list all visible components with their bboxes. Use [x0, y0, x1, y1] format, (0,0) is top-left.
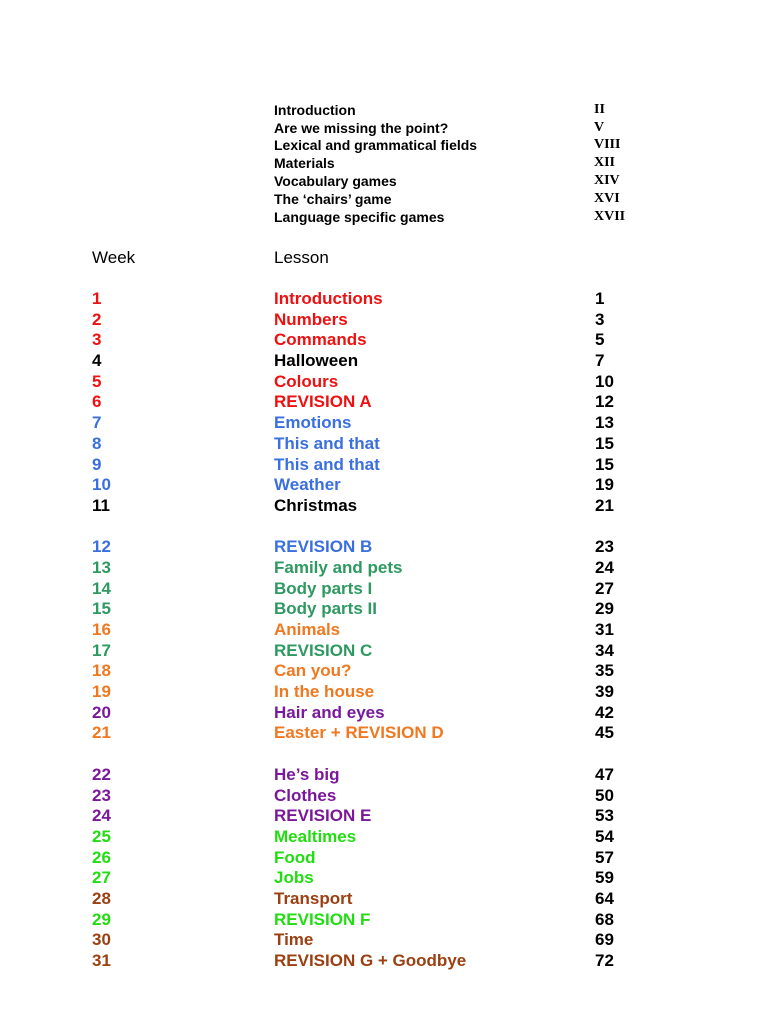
lesson-row — [0, 661, 768, 682]
front-matter-title: Introduction — [274, 101, 356, 118]
lesson-page-number: 5 — [595, 330, 605, 350]
lesson-title: Mealtimes — [274, 826, 357, 846]
front-matter-title: The ‘chairs’ game — [274, 190, 392, 207]
lesson-row — [0, 599, 768, 620]
front-matter-row — [274, 172, 654, 190]
lesson-title: Body parts II — [274, 599, 377, 619]
week-number: 19 — [92, 682, 111, 702]
lesson-row — [0, 579, 768, 600]
lesson-row — [0, 455, 768, 476]
lesson-page-number: 24 — [595, 557, 614, 577]
lesson-title: Family and pets — [274, 557, 403, 577]
front-matter-row — [274, 190, 654, 208]
week-number: 15 — [92, 599, 111, 619]
lesson-row — [0, 682, 768, 703]
week-number: 28 — [92, 888, 111, 908]
front-matter-row — [274, 101, 654, 119]
front-matter-page: V — [594, 119, 605, 135]
lesson-title: Emotions — [274, 413, 352, 433]
front-matter-page: XVII — [594, 208, 626, 224]
term-spacer — [0, 744, 768, 765]
lesson-page-number: 12 — [595, 392, 614, 412]
lesson-row — [0, 558, 768, 579]
lesson-page-number: 3 — [595, 309, 605, 329]
term-spacer — [0, 517, 768, 538]
lesson-title: Numbers — [274, 309, 348, 329]
lesson-page-number: 35 — [595, 661, 614, 681]
lesson-title: Transport — [274, 888, 353, 908]
week-number: 31 — [92, 951, 111, 970]
lesson-title: Commands — [274, 330, 367, 350]
lesson-title: REVISION F — [274, 909, 371, 929]
week-number: 9 — [92, 454, 102, 474]
lesson-title: Time — [274, 930, 314, 950]
lesson-page-number: 39 — [595, 682, 614, 702]
lesson-title: Weather — [274, 475, 341, 495]
lesson-title: Introductions — [274, 289, 383, 308]
lesson-title: Body parts I — [274, 578, 373, 598]
week-number: 21 — [92, 723, 111, 743]
lesson-page-number: 13 — [595, 413, 614, 433]
week-number: 18 — [92, 661, 111, 681]
lesson-row — [0, 786, 768, 807]
lesson-title: In the house — [274, 682, 375, 702]
lesson-row — [0, 434, 768, 455]
column-headers — [0, 248, 768, 270]
lesson-page-number: 7 — [595, 351, 605, 371]
front-matter-page: XII — [594, 155, 616, 171]
lesson-row — [0, 910, 768, 931]
lesson-title: REVISION C — [274, 640, 373, 660]
lesson-page-number: 72 — [595, 951, 614, 970]
lesson-title: Animals — [274, 620, 341, 639]
front-matter-row — [274, 154, 654, 172]
week-number: 10 — [92, 475, 111, 495]
week-number: 3 — [92, 330, 102, 350]
week-number: 22 — [92, 764, 111, 784]
lesson-row — [0, 951, 768, 972]
lesson-row — [0, 475, 768, 496]
lesson-column-header: Lesson — [274, 248, 329, 267]
lesson-row — [0, 930, 768, 951]
lesson-page-number: 1 — [595, 289, 605, 308]
front-matter-title: Are we missing the point? — [274, 119, 449, 136]
week-number: 14 — [92, 578, 111, 598]
front-matter-title: Materials — [274, 155, 335, 172]
lesson-page-number: 15 — [595, 433, 614, 453]
lesson-row — [0, 765, 768, 786]
lesson-row — [0, 496, 768, 517]
lesson-page-number: 57 — [595, 847, 614, 867]
lesson-page-number: 23 — [595, 537, 614, 557]
lesson-page-number: 68 — [595, 909, 614, 929]
lesson-page-number: 47 — [595, 764, 614, 784]
lesson-page-number: 59 — [595, 868, 614, 888]
week-number: 29 — [92, 909, 111, 929]
lesson-title: REVISION B — [274, 537, 373, 557]
lesson-row — [0, 723, 768, 744]
week-number: 24 — [92, 806, 111, 826]
lesson-page-number: 29 — [595, 599, 614, 619]
lesson-page-number: 42 — [595, 702, 614, 722]
lesson-title: Christmas — [274, 495, 358, 515]
front-matter-row — [274, 119, 654, 137]
lesson-row — [0, 848, 768, 869]
lesson-page-number: 50 — [595, 785, 614, 805]
lesson-title: Halloween — [274, 351, 359, 371]
week-number: 5 — [92, 371, 102, 391]
lesson-title: REVISION A — [274, 392, 372, 412]
week-number: 26 — [92, 847, 111, 867]
lesson-schedule — [0, 289, 768, 972]
lesson-page-number: 64 — [595, 888, 614, 908]
lesson-row — [0, 351, 768, 372]
lesson-page-number: 45 — [595, 723, 614, 743]
lesson-row — [0, 372, 768, 393]
lesson-title: Hair and eyes — [274, 702, 385, 722]
lesson-row — [0, 310, 768, 331]
week-number: 8 — [92, 433, 102, 453]
lesson-page-number: 34 — [595, 640, 614, 660]
lesson-row — [0, 330, 768, 351]
week-number: 27 — [92, 868, 111, 888]
week-number: 13 — [92, 557, 111, 577]
front-matter-page: XVI — [594, 190, 620, 206]
lesson-title: This and that — [274, 433, 380, 453]
lesson-row — [0, 413, 768, 434]
week-number: 12 — [92, 537, 111, 557]
lesson-title: Colours — [274, 371, 339, 391]
lesson-title: Easter + REVISION D — [274, 723, 444, 743]
front-matter-title: Lexical and grammatical fields — [274, 137, 478, 154]
lesson-row — [0, 868, 768, 889]
lesson-page-number: 19 — [595, 475, 614, 495]
lesson-row — [0, 641, 768, 662]
lesson-row — [0, 289, 768, 310]
lesson-page-number: 54 — [595, 826, 614, 846]
week-number: 20 — [92, 702, 111, 722]
week-number: 17 — [92, 640, 111, 660]
week-number: 25 — [92, 826, 111, 846]
lesson-page-number: 10 — [595, 371, 614, 391]
lesson-row — [0, 889, 768, 910]
week-number: 16 — [92, 620, 111, 639]
week-column-header: Week — [92, 248, 136, 267]
lesson-row — [0, 537, 768, 558]
week-number: 2 — [92, 309, 102, 329]
lesson-title: Jobs — [274, 868, 314, 888]
lesson-row — [0, 392, 768, 413]
lesson-page-number: 27 — [595, 578, 614, 598]
front-matter-contents — [274, 101, 654, 226]
week-number: 6 — [92, 392, 102, 412]
week-number: 1 — [92, 289, 102, 308]
week-number: 4 — [92, 351, 102, 371]
lesson-row — [0, 806, 768, 827]
front-matter-page: VIII — [594, 137, 621, 153]
week-number: 11 — [92, 495, 110, 515]
week-number: 30 — [92, 930, 111, 950]
front-matter-title: Vocabulary games — [274, 173, 397, 190]
lesson-title: Clothes — [274, 785, 337, 805]
lesson-title: Can you? — [274, 661, 352, 681]
week-number: 7 — [92, 413, 102, 433]
lesson-row — [0, 620, 768, 641]
front-matter-page: II — [594, 101, 605, 117]
lesson-page-number: 31 — [595, 620, 614, 639]
front-matter-row — [274, 208, 654, 226]
lesson-row — [0, 703, 768, 724]
lesson-page-number: 15 — [595, 454, 614, 474]
front-matter-title: Language specific games — [274, 208, 445, 225]
lesson-title: This and that — [274, 454, 380, 474]
week-number: 23 — [92, 785, 111, 805]
lesson-row — [0, 827, 768, 848]
lesson-title: Food — [274, 847, 316, 867]
front-matter-row — [274, 137, 654, 155]
lesson-title: He’s big — [274, 764, 340, 784]
lesson-title: REVISION E — [274, 806, 372, 826]
front-matter-page: XIV — [594, 173, 620, 189]
lesson-page-number: 69 — [595, 930, 614, 950]
lesson-page-number: 53 — [595, 806, 614, 826]
lesson-page-number: 21 — [595, 495, 614, 515]
lesson-title: REVISION G + Goodbye — [274, 951, 467, 970]
